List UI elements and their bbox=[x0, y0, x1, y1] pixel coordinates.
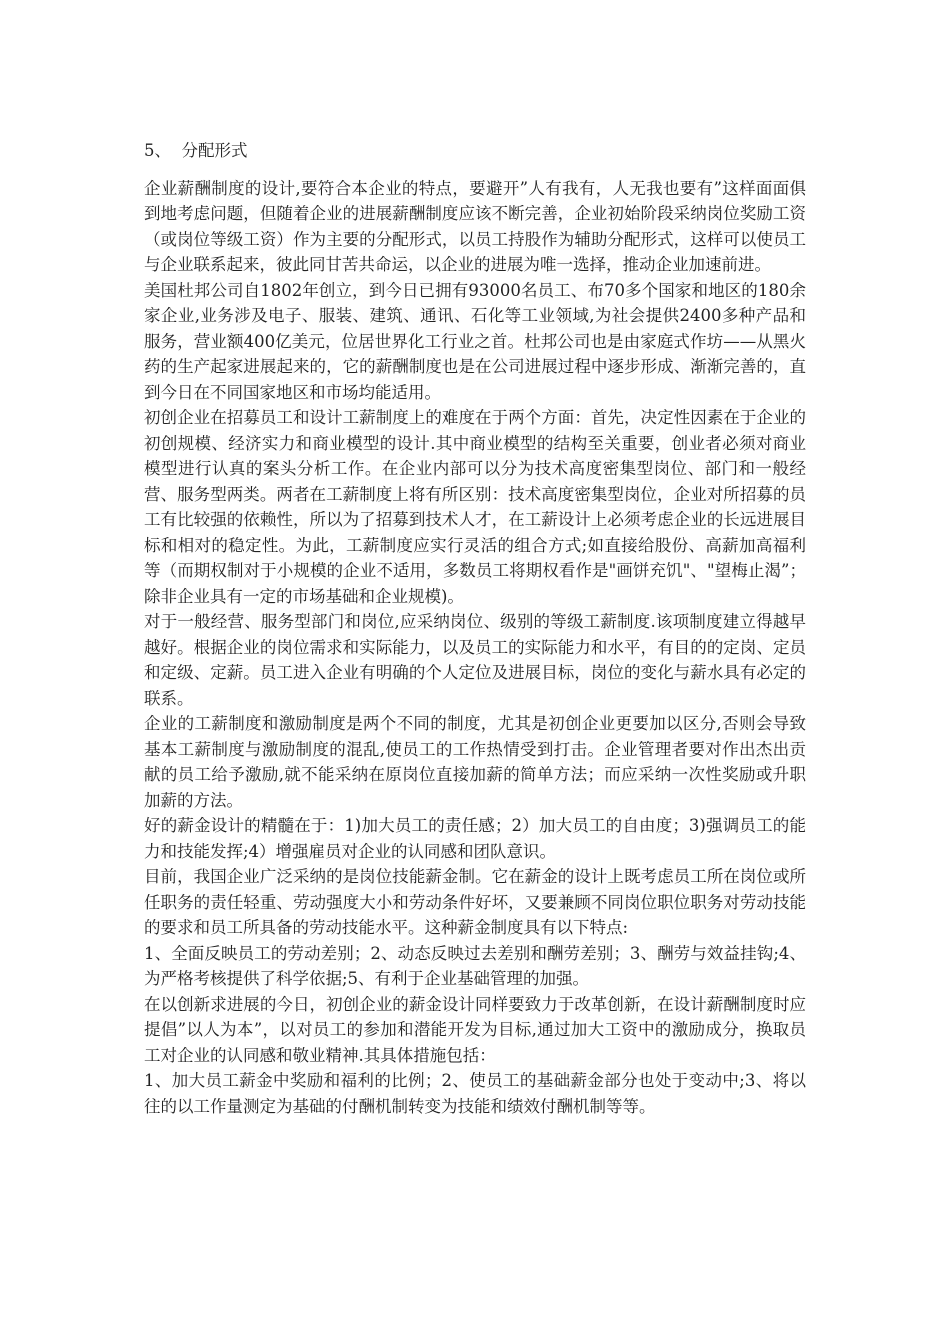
paragraph-skill-salary: 目前，我国企业广泛采纳的是岗位技能薪金制。它在薪金的设计上既考虑员工所在岗位或所任职务的责任轻重、劳动强度大小和劳动条件好坏，又要兼顾不同岗位职位职务对劳动技能的要求和员工所具备的劳动技能水平。这种薪金制度具有以下特点: bbox=[144, 867, 806, 937]
paragraph-salary-design: 企业薪酬制度的设计,要符合本企业的特点，要避开”人有我有，人无我也要有”这样面面俱到地考虑问题，但随着企业的进展薪酬制度应该不断完善，企业初始阶段采纳岗位奖励工资（或岗位等级工资）作为主要的分配形式，以员工持股作为辅助分配形式，这样可以使员工与企业联系起来，彼此同甘苦共命运，以企业的进展为唯一选择，推动企业加速前进。 bbox=[144, 178, 806, 274]
paragraph-incentive-system: 企业的工薪制度和激励制度是两个不同的制度，尤其是初创企业更要加以区分,否则会导致基本工薪制度与激励制度的混乱,使员工的工作热情受到打击。企业管理者要对作出杰出贡献的员工给予激励,就不能采纳在原岗位直接加薪的简单方法；而应采纳一次性奖励或升职加薪的方法。 bbox=[144, 714, 806, 810]
paragraph-service-positions: 对于一般经营、服务型部门和岗位,应采纳岗位、级别的等级工薪制度.该项制度建立得越早越好。根据企业的岗位需求和实际能力，以及员工的实际能力和水平，有目的的定岗、定员和定级、定薪。员工进入企业有明确的个人定位及进展目标，岗位的变化与薪水具有必定的联系。 bbox=[144, 612, 806, 708]
paragraph-measures-list: 1、加大员工薪金中奖励和福利的比例；2、使员工的基础薪金部分也处于变动中;3、将以往的以工作量测定为基础的付酬机制转变为技能和绩效付酬机制等等。 bbox=[144, 1071, 806, 1116]
paragraph-salary-essence: 好的薪金设计的精髓在于：1)加大员工的责任感；2）加大员工的自由度；3)强调员工的能力和技能发挥;4）增强雇员对企业的认同感和团队意识。 bbox=[144, 816, 806, 861]
paragraph-innovation: 在以创新求进展的今日，初创企业的薪金设计同样要致力于改革创新，在设计薪酬制度时应提倡”以人为本”，以对员工的参加和潜能开发为目标,通过加大工资中的激励成分，换取员工对企业的认同感和敬业精神.其具体措施包括： bbox=[144, 994, 806, 1065]
section-heading: 5、 分配形式 bbox=[144, 141, 248, 160]
paragraph-startup-difficulty: 初创企业在招募员工和设计工薪制度上的难度在于两个方面：首先，决定性因素在于企业的初创规模、经济实力和商业模型的设计.其中商业模型的结构至关重要，创业者必须对商业模型进行认真的案头分析工作。在企业内部可以分为技术高度密集型岗位、部门和一般经营、服务型两类。两者在工薪制度上将有所区别：技术高度密集型岗位，企业对所招募的员工有比较强的依赖性，所以为了招募到技术人才，在工薪设计上必须考虑企业的长远进展目标和相对的稳定性。为此，工薪制度应实行灵活的组合方式;如直接给股份、高薪加高福利等（而期权制对于小规模的企业不适用，多数员工将期权看作是"画饼充饥"、"望梅止渴”；除非企业具有一定的市场基础和企业规模)。 bbox=[144, 408, 806, 606]
paragraph-dupont: 美国杜邦公司自1802年创立，到今日已拥有93000名员工、布70多个国家和地区的180余家企业,业务涉及电子、服装、建筑、通讯、石化等工业领域,为社会提供2400多种产品和服务，营业额400亿美元，位居世界化工行业之首。杜邦公司也是由家庭式作坊——从黑火药的生产起家进展起来的，它的薪酬制度也是在公司进展过程中逐步形成、渐渐完善的，直到今日在不同国家地区和市场均能适用。 bbox=[144, 280, 806, 402]
document-body bbox=[144, 138, 806, 1119]
paragraph-features-list: 1、全面反映员工的劳动差别；2、动态反映过去差别和酬劳差别；3、酬劳与效益挂钩;4、为严格考核提供了科学依据;5、有利于企业基础管理的加强。 bbox=[144, 943, 806, 988]
